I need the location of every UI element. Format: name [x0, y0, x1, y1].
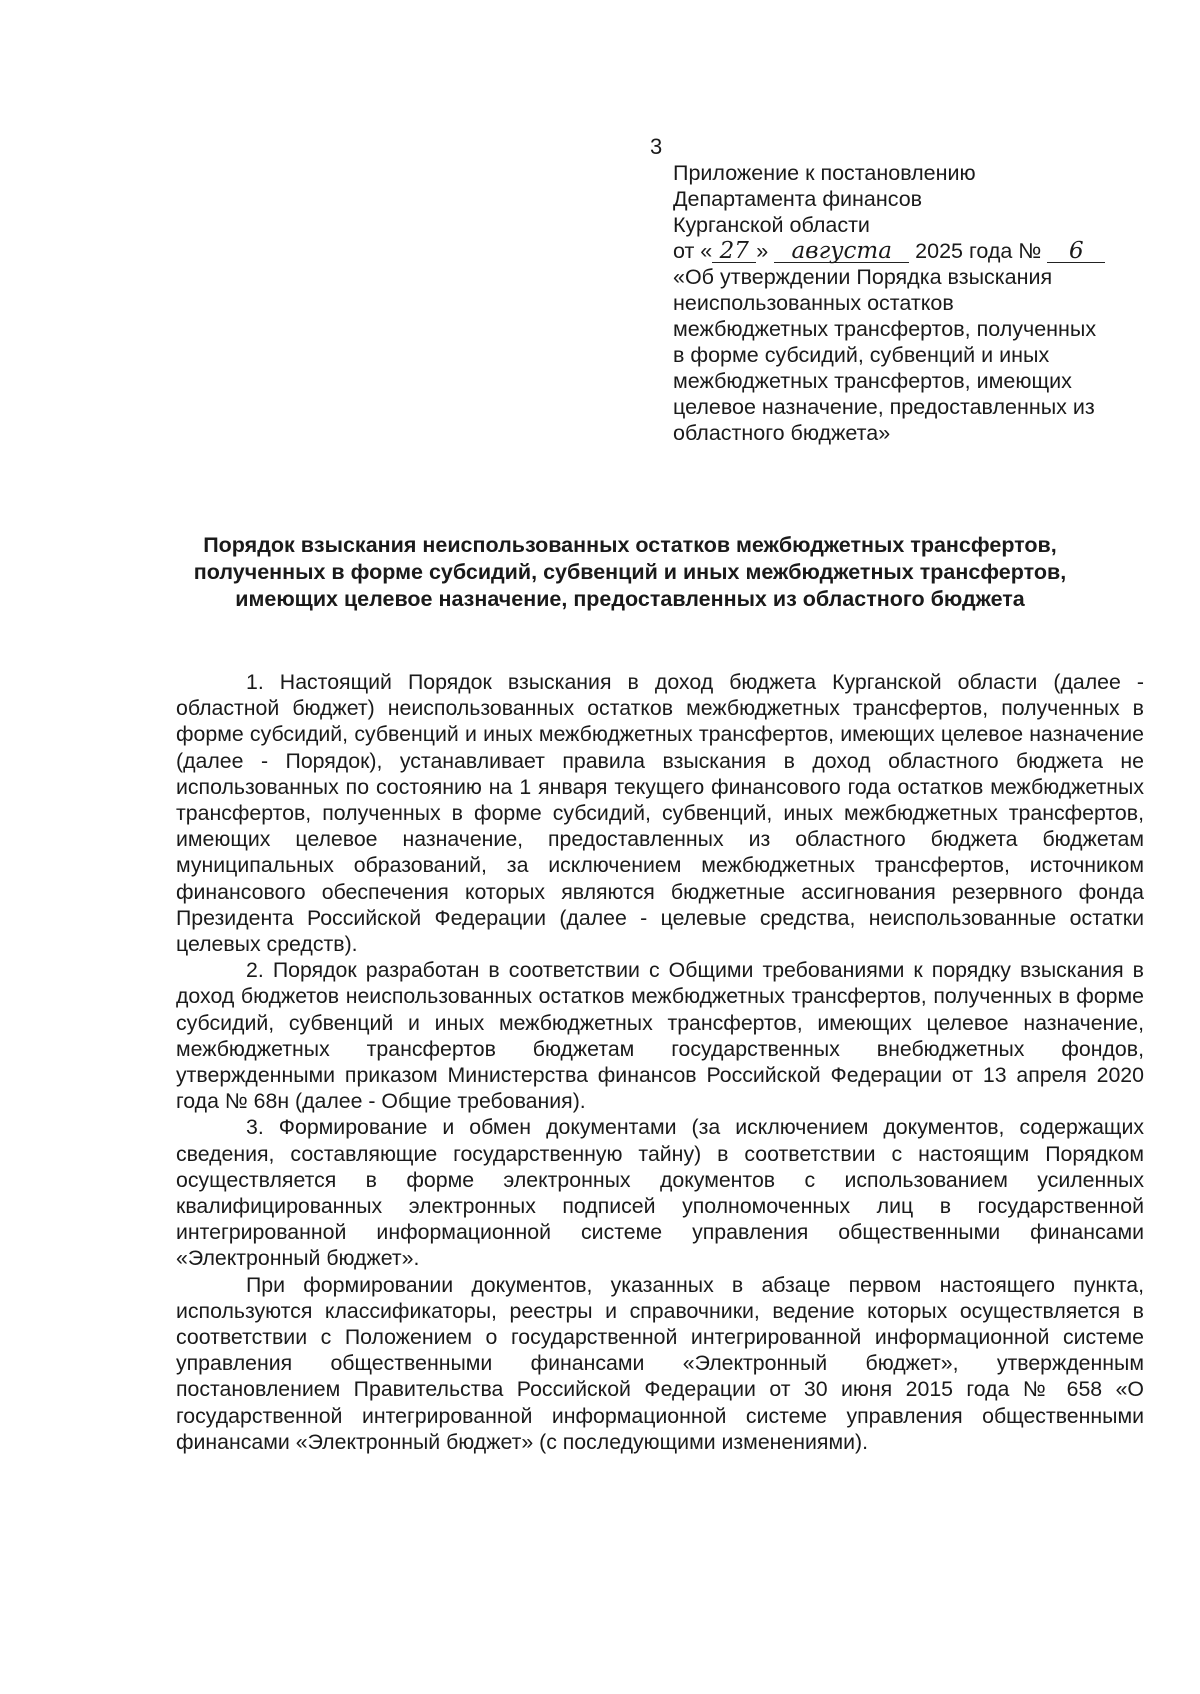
paragraph-4: При формировании документов, указанных в абзаце первом настоящего пункта, используются классификаторы, реестры и справочники, ведение которых осуществляется в соответствии с Положением о государственной интегрированной информационной системе управления общественными финансами «Электронный бюджет», утвержденным постановлением Правительства Российской Федерации от 30 июня 2015 года № 658 «О государственной интегрированной информационной системе управления общественными финансами «Электронный бюджет» (с последующими изменениями).	[176, 1272, 1144, 1454]
handwritten-day: 27	[712, 240, 756, 263]
annex-date-line	[673, 238, 1143, 264]
date-year: 2025 года №	[909, 239, 1048, 263]
annex-name-line-6: целевое назначение, предоставленных из	[673, 395, 1095, 419]
annex-header	[673, 160, 1143, 446]
annex-line-2: Департамента финансов	[673, 187, 923, 211]
annex-name-line-1: «Об утверждении Порядка взыскания	[673, 265, 1053, 289]
document-title	[170, 532, 1090, 613]
annex-name-line-7: областного бюджета»	[673, 421, 891, 445]
annex-line-3: Курганской области	[673, 213, 870, 237]
handwritten-month: августа	[774, 240, 909, 263]
date-prefix: от «	[673, 239, 713, 263]
title-line-2: полученных в форме субсидий, субвенций и иных межбюджетных трансфертов,	[193, 560, 1067, 584]
page-number: 3	[650, 134, 663, 159]
handwritten-doc-number: 6	[1047, 240, 1105, 263]
title-line-1: Порядок взыскания неиспользованных остатков межбюджетных трансфертов,	[203, 533, 1057, 557]
annex-name-line-4: в форме субсидий, субвенций и иных	[673, 343, 1050, 367]
annex-name-line-2: неиспользованных остатков	[673, 291, 954, 315]
annex-line-1: Приложение к постановлению	[673, 161, 976, 185]
date-mid: »	[756, 239, 775, 263]
annex-name-line-3: межбюджетных трансфертов, полученных	[673, 317, 1097, 341]
annex-name-line-5: межбюджетных трансфертов, имеющих	[673, 369, 1072, 393]
document-body	[176, 669, 1144, 1455]
paragraph-1: 1. Настоящий Порядок взыскания в доход бюджета Курганской области (далее - областной бюджет) неиспользованных остатков межбюджетных трансфертов, полученных в форме субсидий, субвенций и иных межбюджетных трансфертов, имеющих целевое назначение (далее - Порядок), устанавливает правила взыскания в доход областного бюджета не использованных по состоянию на 1 января текущего финансового года остатков межбюджетных трансфертов, полученных в форме субсидий, субвенций, иных межбюджетных трансфертов, имеющих целевое назначение, предоставленных из областного бюджета бюджетам муниципальных образований, за исключением межбюджетных трансфертов, источником финансового обеспечения которых являются бюджетные ассигнования резервного фонда Президента Российской Федерации (далее - целевые средства, неиспользованные остатки целевых средств).	[176, 670, 1144, 957]
paragraph-3: 3. Формирование и обмен документами (за исключением документов, содержащих сведения, составляющие государственную тайну) в соответствии с настоящим Порядком осуществляется в форме электронных документов с использованием усиленных квалифицированных электронных подписей уполномоченных лиц в государственной интегрированной информационной системе управления общественными финансами «Электронный бюджет».	[176, 1115, 1144, 1271]
title-line-3: имеющих целевое назначение, предоставленных из областного бюджета	[235, 587, 1025, 611]
paragraph-2: 2. Порядок разработан в соответствии с Общими требованиями к порядку взыскания в доход бюджетов неиспользованных остатков межбюджетных трансфертов, полученных в форме субсидий, субвенций и иных межбюджетных трансфертов, имеющих целевое назначение, межбюджетных трансфертов бюджетам государственных внебюджетных фондов, утвержденными приказом Министерства финансов Российской Федерации от 13 апреля 2020 года № 68н (далее - Общие требования).	[176, 958, 1144, 1114]
